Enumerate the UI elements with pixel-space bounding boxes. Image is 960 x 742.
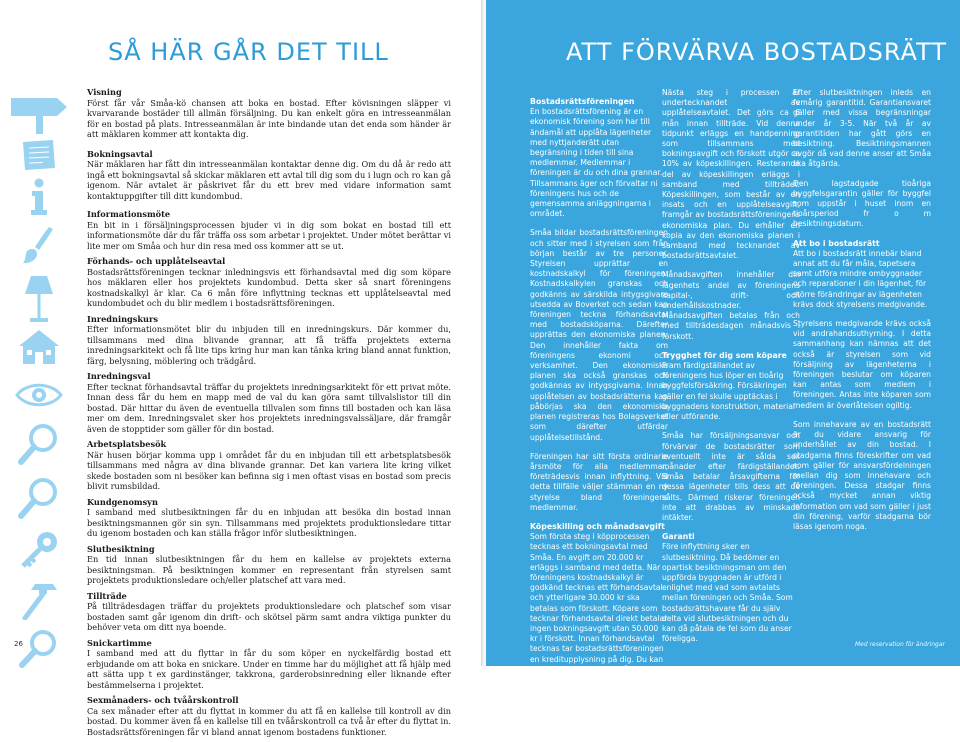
section-body: Ca sex månader efter att du flyttat in kommer du att få en kallelse till kontroll av din bostad. Du kommer även få en kallelse till en tvåårskontroll ca två år efter du flyttat in. Bostadsrättsföreningen får vi bland annat igenom bostadens funktioner. [87,705,451,737]
section-body: I samband med att du flyttar in får du som köper en nyckelfärdig bostad ett erbjudande om att boka en snickare. Under en timme har du möjlighet att få hjälp med att sätta upp t ex gardinstänger, takkrona, garderobsinredning eller liknande efter bestämmelserna i projektet. [87,648,451,690]
section-heading: Visning [87,87,122,97]
paragraph [793,319,931,411]
section-body: När husen börjar komma upp i området får du en inbjudan till ett arbetsplatsbesök tillsammans med några av dina blivande grannar. Det kan variera lite kring vilket skede bostaden som ni besöker kan befinna sig i men oftast visas en bostad som precis blivit rumsbildad. [87,449,451,491]
paragraph [793,88,931,170]
section-heading: Tillträde [87,590,127,601]
section-inredningsval [87,371,451,434]
footer-note: Med reservation för ändringar [855,641,945,648]
section-arbetsplatsbesok [87,439,451,492]
paragraph-body: Månadsavgiften innehåller din lägenhets andel av föreningens kapital-, drift- och underhållskostnader. Månadsavgiften betalas från och med tillträdesdagen månadsvis i förskott. [662,270,800,341]
eye-icon [0,380,78,410]
paragraph-heading: Trygghet för dig som köpare [662,350,787,360]
section-bokningsavtal [87,149,451,202]
info-icon [0,178,78,216]
section-body: En bit in i försäljningsprocessen bjuder vi in dig som bokat en bostad till ett informationsmöte där du får träffa oss som arbetar i projektet. Under mötet berättar vi lite mer om Småa och hur din resa med oss kommer att se ut. [87,219,451,251]
paragraph-body: Efter slutbesiktningen inleds en femårig garantitid. Garantiansvaret gäller med vissa begränsningar under år 3-5. När två år av garantitiden har gått görs en besiktning. Besiktningsmannen avgör då vad denne anser att Småa ska åtgärda. [793,88,931,169]
section-kontroller [87,695,451,737]
section-tilltrade [87,591,451,633]
paragraph-heading: Bostadsrättsföreningen [530,97,635,106]
section-heading: Snickartimme [87,637,152,648]
icon-strip [0,60,78,650]
magnifier-icon-3 [0,628,78,668]
paragraph-body: Småa har försäljningsansvar och förvärvar de bostadsrätter som eventuellt inte är sålda sex månader efter färdigställandet. Småa betalar årsavgifterna för dessa lägenheter tills dess att de sålts. Därmed riskerar föreningen inte att drabbas av minskade intäkter. [662,431,800,522]
section-heading: Slutbesiktning [87,543,155,554]
paragraph-body: Föreningen har sitt första ordinarie årsmöte för alla medlemmar, företrädesvis innan inflyttning. Vid detta tillfälle väljer stämman en ny styrelse bland föreningens medlemmar. [530,451,668,512]
paragraph [793,179,931,230]
section-heading: Inredningsval [87,371,151,381]
key-icon [0,530,78,570]
paragraph-body: Styrelsens medgivande krävs också vid andrahandsuthyrning. I detta sammanhang kan nämnas att det också är styrelsen som vid försäljning av lägenheterna i föreningen beslutar om köparen kan antas som medlem i föreningen. Antas inte köparen som medlem är överlåtelsen ogiltig. [793,319,931,410]
hammer-icon [0,580,78,620]
section-heading: Inredningskurs [87,313,158,324]
paragraph-body: Som första steg i köpprocessen tecknas ett bokningsavtal med Småa. En avgift om 20.000 kr erläggs i samband med detta. När föreningens kostnadskalkyl är godkänd tecknas ett förhandsavtal och ytterligare 30.000 kr ska betalas som förskott. Köpare som tecknar förhandsavtal direkt betalar ingen bokningsavgift utan 50.000 kr i förskott. Innan förhandsavtal tecknas tar bostadsrättsföreningen en kreditupplysning på dig. Du kan ta del av upplysningen på www.minupplysning.se. [530,532,668,684]
section-body: Först får vår Småa-kö chansen att boka en bostad. Efter kövisningen släpper vi kvarvarande bostäder till allmän försäljning. Du kan enkelt göra en intresseanmälan för en bostad på plats. Intresseanmälan är inte bindande utan det enda som händer är att mäklaren kommer att kontakta dig. [87,97,451,139]
paragraph [662,88,800,261]
section-visning [87,87,451,140]
section-body: På tillträdesdagen träffar du projektets produktionsledare och platschef som visar bostaden samt går igenom din drift- och skötsel pärm samt andra viktiga punkter du behöver veta om ditt nya boende. [87,601,451,632]
magnifier-icon-2 [0,476,78,520]
paint-brush-icon [0,225,78,267]
paragraph-heading: Garanti [662,532,695,542]
house-icon [0,328,78,366]
section-body: När mäklaren har fått din intresseanmälan kontaktar denne dig. Om du då är redo att ingå ett bokningsavtal så skickar mäklaren ett avtal till dig som du i lugn och ro kan gå igenom. När avtalet är påskrivet får du ett brev med vidare information samt kontaktuppgifter till ditt kundombud. [87,159,451,201]
section-slutbesiktning [87,544,451,586]
section-heading: Bokningsavtal [87,148,153,159]
paragraph-body: En bostadsrättsförening är en ekonomisk förening som har till ändamål att upplåta lägenheter med nyttjanderätt utan begränsning i tiden till sina medlemmar. Medlemmar i föreningen är du och dina grannar. Tillsammans äger och förvaltar ni föreningens hus och de gemensamma anläggningarna i området. [530,107,663,219]
section-heading: Förhands- och upplåtelseavtal [87,256,226,266]
paragraph-body: Småa bildar bostadsrättsföreningen och sitter med i styrelsen som från början består av tre personer. Styrelsen upprättar en kostnadskalkyl för föreningen. Kostnadskalkylen granskas och godkänns av särskilda intygsgivare utsedda av Boverket och sedan kan föreningen teckna förhandsavtal med bostadsköparna. Därefter upprättas den ekonomiska planen. Den innehåller fakta om föreningens ekonomi och verksamhet. Den ekonomiska planen ska också granskas och godkännas av intygsgivarna. Innan upplåtelsen av bostadsrätterna kan påbörjas ska den ekonomiska planen registreras hos Bolagsverket som därefter utfärdar upplåtelsetillstånd. [530,228,668,442]
paragraph-body: Att bo i bostadsrätt innebär bland annat att du får måla, tapetsera samt utföra mindre ombyggnader och reparationer i din lägenhet, för större förändringar av lägenheten krävs dock styrelsens medgivande. [793,248,928,309]
paragraph [662,270,800,341]
section-body: Efter tecknat förhandsavtal träffar du projektets inredningsarkitekt för ett privat möte. Innan dess får du hem en mapp med de val du kan göra samt tillvalslistor till din bostad. Där hittar du även de eventuella tillvalen som finns till bostaden och kan läsa mer om dem. Inredningsvalet sker hos projektets inredningsvalssäljare, där framgår även de stopptider som gäller för din bostad. [87,381,451,434]
magnifier-icon [0,422,78,466]
right-page-title: ATT FÖRVÄRVA BOSTADSRÄTT [566,38,947,66]
paragraph-body: Som innehavare av en bostadsrätt är du vidare ansvarig för underhållet av din bostad. I stadgarna finns föreskrifter om vad som gäller för ansvarsfördelningen mellan dig som innehavare och föreningen. Dessa stadgar finns också mycket annan viktig information om vad som gäller i just din förening, varför stadgarna bör läsas igenom noga. [793,419,931,531]
section-snickartimme [87,638,451,691]
right-column-1 [530,88,668,694]
left-page-title: SÅ HÄR GÅR DET TILL [108,38,389,66]
right-column-3 [793,88,931,541]
section-heading: Arbetsplatsbesök [87,439,167,449]
paragraph [530,228,668,442]
section-informationsmote [87,209,451,251]
page-number: 26 [14,640,23,648]
document-icon [0,138,78,172]
paragraph-body: Fram färdigställandet av föreningens hus löper en tioårig byggfelsförsäkring. Försäkringen gäller en fel skulle upptäckas i byggnadens konstruktion, material eller utförande. [662,361,796,422]
section-heading: Kundgenomsyn [87,496,158,507]
section-body: En tid innan slutbesiktningen får du hem en kallelse av projektets externa besiktningsman. På besiktningen kommer en representant från styrelsen samt projektets produktionsledare och/eller platschef att vara med. [87,554,451,585]
paragraph [530,452,668,513]
section-body: Efter informationsmötet blir du inbjuden till en inredningskurs. Där kommer du, tillsammans med dina blivande grannar, att få träffa projektets externa inredningsarkitekt och få lite tips kring hur man kan tänka kring bland annat funktion, färg, belysning, möblering och trädgård. [87,324,451,366]
section-body: Bostadsrättsföreningen tecknar inledningsvis ett förhandsavtal med dig som köpare hos mäklaren eller hos projektets kundombud. Detta sker så snart föreningens kostnadskalkyl är klar. Ca 6 mån före inflyttning tecknas ett upplåtelseavtal med kundombudet och du blir medlem i bostadsrättsföreningen. [87,266,451,308]
paragraph-body: Nästa steg i processen är undertecknandet av upplåtelseavtalet. Det görs ca 6 mån innan tillträde. Vid denna tidpunkt erläggs en handpenning som tillsammans med bokningsavgift och förskott utgör ca 10% av köpeskillingen. Resterande del av köpeskillingen erläggs i samband med tillträdet. Köpeskillingen, som består av en insats och en upplåtelseavgift, framgår av bostadsrättsföreningens ekonomiska plan. Du erhåller en kopia av den ekonomiska planen i samband med tecknandet av bostadsrättsavtalet. [662,88,800,261]
left-body-text [87,87,451,742]
paragraph-heading: Köpeskilling och månadsavgift [530,521,665,531]
paragraph-body: Den lagstadgade tioåriga byggfelsgarantin gäller för byggfel som uppstår i huset inom en tioårsperiod fr o m besiktningsdatum. [793,178,931,229]
paragraph-heading: Att bo i bostadsrätt [793,238,880,248]
section-body: I samband med slutbesiktningen får du en inbjudan att besöka din bostad innan besiktningsmannen gör sin syn. Tillsammans med projektets produktionsledare tittar du igenom bostaden och kan ställa frågor inför slutbesiktningen. [87,507,451,538]
paragraph-body: Före inflyttning sker en slutbesiktning. Då bedömer en opartisk besiktningsman om den uppförda byggnaden är utförd i enlighet med vad som avtalats mellan föreningen och Småa. Som bostadsrättshavare får du själv delta vid slutbesiktningen och du kan då påtala de fel som du anser föreligga. [662,542,793,644]
paragraph [793,420,931,532]
right-column-2 [662,88,800,653]
section-heading: Informationsmöte [87,209,171,219]
section-inredningskurs [87,314,451,367]
paragraph [662,431,800,523]
section-heading: Sexmånaders- och tvåårskontroll [87,695,239,705]
signpost-icon [0,94,78,134]
section-forhandsavtal [87,256,451,309]
section-kundgenomsyn [87,497,451,539]
floor-lamp-icon [0,274,78,324]
